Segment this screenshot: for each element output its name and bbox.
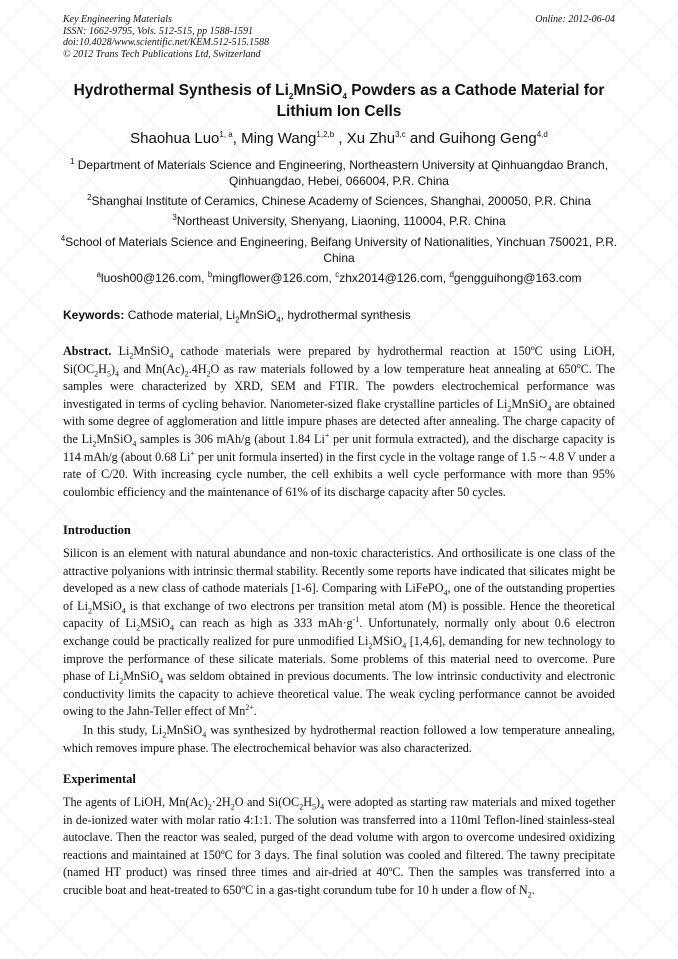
introduction-paragraph-1: Silicon is an element with natural abundance and non-toxic characteristics. And orthosilicate is one class of the attractive polyanions with intrinsic thermal stability. Recently some reports have indicated that silicates might be developed as a new class of cathode materials [1-6]. Comparing with LiFePO$_4$, one of the outstanding properties of $Li_2MSiO_4$ is that exchange of two electrons per transition metal atom (M) is possible. Hence the theoretical capacity of $Li_2MSiO_4$ can reach as high as 333 $mAh\cdot g^{-1}$. Unfortunately, normally only about 0.6 electron exchange could be practically realized for pure unmodified $Li_2MSiO_4$ [1,4,6], demanding for new technology to improve the performance of these silicate materials. Some problems of this material need to overcome. Pure phase of $Li_2MnSiO_4$ was seldom obtained in previous documents. The low intrinsic conductivity and electronic conductivity limits the capacity to achieve theoretical value. The weak cycling performance cannot be avoided owing to the Jahn-Teller effect of $Mn^{2+}$.	[63, 546, 616, 719]
introduction-heading: Introduction	[63, 523, 131, 537]
journal-name: Key Engineering Materials	[63, 14, 172, 25]
author-list	[40, 130, 638, 147]
email-link[interactable]: luosh00@126.com,	[100, 271, 208, 285]
journal-header	[63, 14, 615, 60]
abstract-paragraph: Abstract. $Li_2MnSiO_4$ cathode materials were prepared by hydrothermal reaction at 150ºC using LiOH, $Si(OC_2H_5)_4$ and $Mn(Ac)_2.4H_2O$ as raw materials followed by a low temperature heat annealing at 650$^o$C. The samples were characterized by XRD, SEM and FTIR. The powders electrochemical performance was investigated in terms of cycling behavior. Nanometer-sized flake crystalline particles of $Li_2MnSiO_4$ are obtained with some degree of agglomeration and little impure phases are detected after annealing. The charge capacity of the $Li_2MnSiO_4$ samples is 306 mAh/g (about 1.84 Li+ per unit formula extracted), and the discharge capacity is 114 mAh/g (about 0.68 Li+ per unit formula inserted) in the first cycle in the voltage range of 1.5 ~ 4.8 V under a rate of C/20. With increasing cycle number, the cell exhibits a well cycle performance with more than 95% coulombic efficiency and the maintenance of 61% of its discharge capacity after 50 cycles.	[63, 344, 616, 499]
email-link[interactable]: gengguihong@163.com	[453, 271, 582, 285]
email-list: $^a$luosh00@126.com, $^b$mingflower@126.com, $^c$zhx2014@126.com, $^d$gengguihong@163.com	[96, 270, 582, 285]
affiliation-4: $^4$School of Materials Science and Engineering, Beifang University of Nationalities, Yinchuan 750021, P.R. China	[60, 234, 618, 265]
keywords-line: Keywords: Cathode material, $Li_2MnSiO_4$, hydrothermal synthesis	[63, 308, 411, 325]
author: Xu Zhu$^{3,c}$ and	[346, 130, 440, 147]
email-link[interactable]: mingflower@126.com,	[212, 271, 336, 285]
experimental-paragraph: The agents of LiOH, $Mn(Ac)_2\cdot 2H_2O$ and $Si(OC_2H_5)_4$ were adopted as starting raw materials and mixed together in de-ionized water with molar ratio 4:1:1. The solution was transferred into a 110ml Teflon-lined stainless-steal autoclave. Then the reactor was sealed, purged of the dead volume with argon to overcome undesired oxidizing reactions and maintained at 150ºC for 3 days. The final solution was cooled and filtered. The tawny precipitate (named HT product) was rinsed three times and air-dried at 40ºC. Then the samples was transferred into a crucible boat and heat-treated to 650ºC in a gas-tight corundum tube for 10 h under a flow of $N_2$.	[63, 795, 615, 900]
author: Ming Wang$^{1,2,b}$ ,	[241, 130, 347, 147]
copyright-line: © 2012 Trans Tech Publications Ltd, Switzerland	[63, 48, 261, 60]
doi-line: doi:10.4028/www.scientific.net/KEM.512-515.1588	[63, 37, 270, 48]
online-date: Online: 2012-06-04	[535, 14, 615, 25]
paper-title: Hydrothermal Synthesis of $Li_2MnSiO_4$ Powders as a Cathode Material for Lithium Ion Cells	[73, 82, 605, 120]
affiliation-3: $^3$Northeast University, Shenyang, Liaoning, 110004, P.R. China	[172, 213, 506, 228]
email-link[interactable]: zhx2014@126.com,	[339, 271, 450, 285]
author: Shaohua Luo$^{1, a}$,	[130, 130, 242, 147]
affiliation-1: $^1$ Department of Materials Science and Engineering, Northeastern University at Qinhuangdao Branch, Qinhuangdao, Hebei, 066004, P.R. China	[69, 157, 609, 188]
abstract-label: Abstract.	[63, 344, 112, 358]
affiliation-2: $^2$Shanghai Institute of Ceramics, Chinese Academy of Sciences, Shanghai, 200050, P.R. China	[87, 193, 591, 208]
introduction-paragraph-2: In this study, $Li_2MnSiO_4$ was synthesized by hydrothermal reaction followed a low temperature annealing, which removes impure phase. The electrochemical behavior was also characterized.	[63, 723, 615, 755]
experimental-heading: Experimental	[63, 772, 136, 786]
author: Guihong Geng$^{4,d}$	[439, 130, 548, 147]
issn-line: ISSN: 1662-9795, Vols. 512-515, pp 1588-1591	[63, 25, 253, 37]
